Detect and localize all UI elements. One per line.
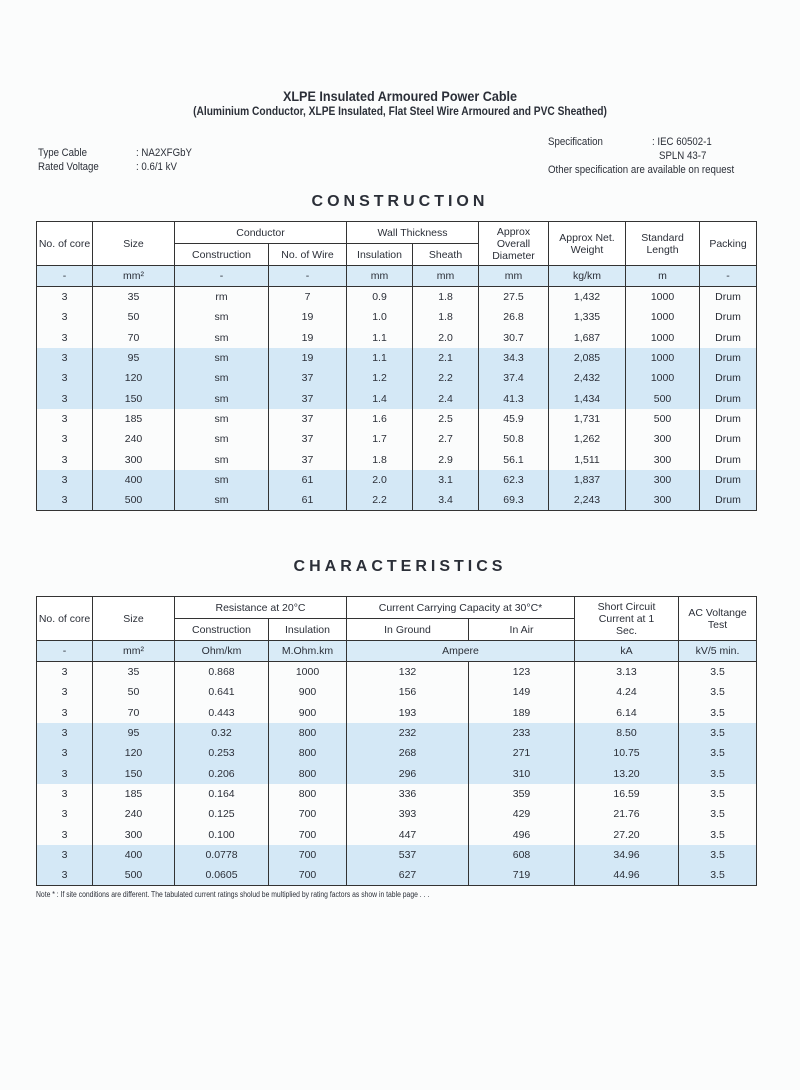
unit-cell: mm	[413, 266, 479, 287]
construction-cell: sm	[175, 388, 269, 408]
core-cell: 3	[37, 449, 93, 469]
unit-cell: -	[37, 266, 93, 287]
table-row	[37, 307, 757, 327]
core-cell: 3	[37, 409, 93, 429]
insulation-resistance-cell: 800	[269, 743, 347, 763]
unit-cell: mm	[347, 266, 413, 287]
wire-count-cell: 61	[269, 470, 347, 490]
in-ground-cell: 296	[347, 763, 469, 783]
size-cell: 150	[93, 388, 175, 408]
ac-test-cell: 3.5	[679, 723, 757, 743]
core-cell: 3	[37, 348, 93, 368]
header-in-air: In Air	[469, 619, 575, 641]
table-row	[37, 388, 757, 408]
header-wall-thickness: Wall Thickness	[347, 222, 479, 244]
insulation-resistance-cell: 700	[269, 865, 347, 886]
header-conductor: Conductor	[175, 222, 347, 244]
header-no-of-core: No. of core	[37, 597, 93, 641]
table-row	[37, 723, 757, 743]
construction-cell: sm	[175, 368, 269, 388]
core-cell: 3	[37, 429, 93, 449]
insulation-resistance-cell: 800	[269, 723, 347, 743]
characteristics-section-title: CHARACTERISTICS	[293, 558, 507, 575]
conductor-resistance-cell: 0.32	[175, 723, 269, 743]
short-circuit-cell: 10.75	[575, 743, 679, 763]
weight-cell: 1,687	[549, 328, 626, 348]
insulation-resistance-cell: 900	[269, 703, 347, 723]
in-ground-cell: 232	[347, 723, 469, 743]
in-air-cell: 123	[469, 662, 575, 683]
in-ground-cell: 336	[347, 784, 469, 804]
diameter-cell: 26.8	[479, 307, 549, 327]
sheath-cell: 1.8	[413, 307, 479, 327]
in-ground-cell: 132	[347, 662, 469, 683]
header-insulation: Insulation	[347, 244, 413, 266]
length-cell: 1000	[626, 348, 700, 368]
ac-test-cell: 3.5	[679, 763, 757, 783]
size-cell: 70	[93, 703, 175, 723]
table-row	[37, 662, 757, 683]
wire-count-cell: 61	[269, 490, 347, 511]
specification-other: Other specification are available on request	[548, 164, 735, 176]
construction-table-body	[37, 266, 757, 511]
wire-count-cell: 19	[269, 307, 347, 327]
header-standard-length: Standard Length	[626, 222, 700, 266]
insulation-resistance-cell: 800	[269, 763, 347, 783]
packing-cell: Drum	[700, 429, 757, 449]
table-row	[37, 348, 757, 368]
weight-cell: 1,432	[549, 287, 626, 308]
insulation-cell: 1.1	[347, 328, 413, 348]
size-cell: 300	[93, 449, 175, 469]
sheath-cell: 1.8	[413, 287, 479, 308]
diameter-cell: 45.9	[479, 409, 549, 429]
wire-count-cell: 37	[269, 368, 347, 388]
size-cell: 150	[93, 763, 175, 783]
unit-cell: m	[626, 266, 700, 287]
weight-cell: 1,434	[549, 388, 626, 408]
length-cell: 300	[626, 429, 700, 449]
in-air-cell: 189	[469, 703, 575, 723]
short-circuit-cell: 27.20	[575, 824, 679, 844]
wire-count-cell: 37	[269, 409, 347, 429]
unit-cell: kA	[575, 641, 679, 662]
core-cell: 3	[37, 490, 93, 511]
table-row	[37, 409, 757, 429]
sheath-cell: 2.9	[413, 449, 479, 469]
size-cell: 500	[93, 865, 175, 886]
in-air-cell: 429	[469, 804, 575, 824]
table-row	[37, 287, 757, 308]
size-cell: 50	[93, 307, 175, 327]
short-circuit-cell: 44.96	[575, 865, 679, 886]
insulation-cell: 1.1	[347, 348, 413, 368]
diameter-cell: 27.5	[479, 287, 549, 308]
packing-cell: Drum	[700, 368, 757, 388]
unit-cell: mm	[479, 266, 549, 287]
length-cell: 300	[626, 449, 700, 469]
in-air-cell: 496	[469, 824, 575, 844]
construction-cell: sm	[175, 429, 269, 449]
insulation-resistance-cell: 700	[269, 845, 347, 865]
header-size: Size	[93, 597, 175, 641]
sheath-cell: 2.1	[413, 348, 479, 368]
ac-test-cell: 3.5	[679, 703, 757, 723]
core-cell: 3	[37, 763, 93, 783]
core-cell: 3	[37, 865, 93, 886]
length-cell: 1000	[626, 287, 700, 308]
sheath-cell: 2.5	[413, 409, 479, 429]
length-cell: 500	[626, 409, 700, 429]
core-cell: 3	[37, 743, 93, 763]
header-packing: Packing	[700, 222, 757, 266]
table-row	[37, 470, 757, 490]
conductor-resistance-cell: 0.253	[175, 743, 269, 763]
specification-label: Specification	[548, 136, 603, 148]
conductor-resistance-cell: 0.641	[175, 682, 269, 702]
ac-test-cell: 3.5	[679, 682, 757, 702]
unit-cell: M.Ohm.km	[269, 641, 347, 662]
insulation-cell: 1.2	[347, 368, 413, 388]
wire-count-cell: 19	[269, 328, 347, 348]
conductor-resistance-cell: 0.443	[175, 703, 269, 723]
in-ground-cell: 193	[347, 703, 469, 723]
core-cell: 3	[37, 662, 93, 683]
header-no-of-wire: No. of Wire	[269, 244, 347, 266]
size-cell: 400	[93, 470, 175, 490]
sheath-cell: 3.1	[413, 470, 479, 490]
ac-test-cell: 3.5	[679, 784, 757, 804]
construction-cell: sm	[175, 328, 269, 348]
header-ac-test: AC Voltange Test	[679, 597, 757, 641]
packing-cell: Drum	[700, 328, 757, 348]
ac-test-cell: 3.5	[679, 845, 757, 865]
specification-value-2: SPLN 43-7	[659, 150, 707, 162]
header-current-capacity: Current Carrying Capacity at 30°C*	[347, 597, 575, 619]
core-cell: 3	[37, 703, 93, 723]
size-cell: 300	[93, 824, 175, 844]
construction-table	[36, 221, 757, 511]
conductor-resistance-cell: 0.206	[175, 763, 269, 783]
short-circuit-cell: 8.50	[575, 723, 679, 743]
insulation-cell: 1.8	[347, 449, 413, 469]
insulation-resistance-cell: 700	[269, 804, 347, 824]
size-cell: 120	[93, 743, 175, 763]
in-ground-cell: 537	[347, 845, 469, 865]
characteristics-table-body	[37, 641, 757, 886]
length-cell: 500	[626, 388, 700, 408]
header-no-of-core: No. of core	[37, 222, 93, 266]
table-row	[37, 845, 757, 865]
diameter-cell: 69.3	[479, 490, 549, 511]
footnote: Note * : If site conditions are different. The tabulated current ratings sholud be multiplied by rating factors as show in table page . . .	[36, 890, 430, 899]
weight-cell: 1,511	[549, 449, 626, 469]
insulation-cell: 1.7	[347, 429, 413, 449]
header-resistance-insulation: Insulation	[269, 619, 347, 641]
in-air-cell: 359	[469, 784, 575, 804]
specification-value: : IEC 60502-1	[652, 136, 712, 148]
packing-cell: Drum	[700, 348, 757, 368]
weight-cell: 1,262	[549, 429, 626, 449]
core-cell: 3	[37, 804, 93, 824]
in-air-cell: 719	[469, 865, 575, 886]
core-cell: 3	[37, 328, 93, 348]
diameter-cell: 34.3	[479, 348, 549, 368]
unit-cell: -	[269, 266, 347, 287]
units-row	[37, 266, 757, 287]
construction-cell: sm	[175, 449, 269, 469]
unit-cell: kV/5 min.	[679, 641, 757, 662]
table-row	[37, 328, 757, 348]
diameter-cell: 50.8	[479, 429, 549, 449]
ac-test-cell: 3.5	[679, 662, 757, 683]
unit-cell: -	[700, 266, 757, 287]
length-cell: 1000	[626, 328, 700, 348]
insulation-cell: 1.6	[347, 409, 413, 429]
insulation-resistance-cell: 900	[269, 682, 347, 702]
size-cell: 50	[93, 682, 175, 702]
short-circuit-cell: 3.13	[575, 662, 679, 683]
table-row	[37, 784, 757, 804]
unit-cell: -	[37, 641, 93, 662]
construction-cell: sm	[175, 409, 269, 429]
page-title: XLPE Insulated Armoured Power Cable	[282, 88, 518, 104]
characteristics-table	[36, 596, 757, 886]
size-cell: 240	[93, 804, 175, 824]
conductor-resistance-cell: 0.0605	[175, 865, 269, 886]
short-circuit-cell: 6.14	[575, 703, 679, 723]
conductor-resistance-cell: 0.125	[175, 804, 269, 824]
packing-cell: Drum	[700, 449, 757, 469]
ac-test-cell: 3.5	[679, 804, 757, 824]
insulation-cell: 1.0	[347, 307, 413, 327]
core-cell: 3	[37, 388, 93, 408]
page-subtitle: (Aluminium Conductor, XLPE Insulated, Flat Steel Wire Armoured and PVC Sheathed)	[193, 104, 607, 118]
short-circuit-cell: 13.20	[575, 763, 679, 783]
core-cell: 3	[37, 682, 93, 702]
in-air-cell: 271	[469, 743, 575, 763]
packing-cell: Drum	[700, 388, 757, 408]
header-resistance: Resistance at 20°C	[175, 597, 347, 619]
wire-count-cell: 37	[269, 449, 347, 469]
packing-cell: Drum	[700, 490, 757, 511]
unit-cell: kg/km	[549, 266, 626, 287]
insulation-cell: 2.0	[347, 470, 413, 490]
length-cell: 1000	[626, 307, 700, 327]
table-row	[37, 743, 757, 763]
unit-cell: mm²	[93, 641, 175, 662]
weight-cell: 2,432	[549, 368, 626, 388]
rated-voltage-value: : 0.6/1 kV	[136, 161, 177, 173]
core-cell: 3	[37, 723, 93, 743]
size-cell: 120	[93, 368, 175, 388]
size-cell: 70	[93, 328, 175, 348]
in-air-cell: 233	[469, 723, 575, 743]
construction-cell: sm	[175, 490, 269, 511]
sheath-cell: 2.0	[413, 328, 479, 348]
diameter-cell: 37.4	[479, 368, 549, 388]
table-row	[37, 865, 757, 886]
insulation-cell: 2.2	[347, 490, 413, 511]
wire-count-cell: 19	[269, 348, 347, 368]
insulation-resistance-cell: 700	[269, 824, 347, 844]
in-air-cell: 310	[469, 763, 575, 783]
length-cell: 300	[626, 490, 700, 511]
sheath-cell: 2.2	[413, 368, 479, 388]
weight-cell: 1,837	[549, 470, 626, 490]
in-air-cell: 149	[469, 682, 575, 702]
weight-cell: 2,243	[549, 490, 626, 511]
core-cell: 3	[37, 287, 93, 308]
conductor-resistance-cell: 0.0778	[175, 845, 269, 865]
construction-section-title: CONSTRUCTION	[311, 193, 489, 210]
diameter-cell: 41.3	[479, 388, 549, 408]
packing-cell: Drum	[700, 287, 757, 308]
weight-cell: 1,335	[549, 307, 626, 327]
short-circuit-cell: 4.24	[575, 682, 679, 702]
size-cell: 35	[93, 287, 175, 308]
table-row	[37, 429, 757, 449]
unit-cell: -	[175, 266, 269, 287]
table-row	[37, 682, 757, 702]
diameter-cell: 30.7	[479, 328, 549, 348]
in-ground-cell: 156	[347, 682, 469, 702]
insulation-cell: 0.9	[347, 287, 413, 308]
length-cell: 300	[626, 470, 700, 490]
in-ground-cell: 447	[347, 824, 469, 844]
weight-cell: 1,731	[549, 409, 626, 429]
table-row	[37, 804, 757, 824]
conductor-resistance-cell: 0.164	[175, 784, 269, 804]
size-cell: 240	[93, 429, 175, 449]
ac-test-cell: 3.5	[679, 743, 757, 763]
table-row	[37, 490, 757, 511]
construction-cell: sm	[175, 470, 269, 490]
short-circuit-cell: 34.96	[575, 845, 679, 865]
header-sheath: Sheath	[413, 244, 479, 266]
size-cell: 500	[93, 490, 175, 511]
in-ground-cell: 268	[347, 743, 469, 763]
short-circuit-cell: 16.59	[575, 784, 679, 804]
table-row	[37, 449, 757, 469]
size-cell: 35	[93, 662, 175, 683]
weight-cell: 2,085	[549, 348, 626, 368]
header-net-weight: Approx Net. Weight	[549, 222, 626, 266]
core-cell: 3	[37, 368, 93, 388]
unit-cell: mm²	[93, 266, 175, 287]
core-cell: 3	[37, 307, 93, 327]
header-overall-diameter: Approx Overall Diameter	[479, 222, 549, 266]
conductor-resistance-cell: 0.868	[175, 662, 269, 683]
header-short-circuit: Short Circuit Current at 1 Sec.	[575, 597, 679, 641]
conductor-resistance-cell: 0.100	[175, 824, 269, 844]
type-cable-value: : NA2XFGbY	[136, 147, 192, 159]
header-in-ground: In Ground	[347, 619, 469, 641]
table-row	[37, 703, 757, 723]
insulation-cell: 1.4	[347, 388, 413, 408]
core-cell: 3	[37, 845, 93, 865]
sheath-cell: 2.4	[413, 388, 479, 408]
units-row	[37, 641, 757, 662]
wire-count-cell: 37	[269, 429, 347, 449]
size-cell: 400	[93, 845, 175, 865]
size-cell: 185	[93, 409, 175, 429]
packing-cell: Drum	[700, 307, 757, 327]
construction-cell: sm	[175, 307, 269, 327]
ac-test-cell: 3.5	[679, 824, 757, 844]
table-row	[37, 763, 757, 783]
size-cell: 185	[93, 784, 175, 804]
core-cell: 3	[37, 824, 93, 844]
core-cell: 3	[37, 470, 93, 490]
in-ground-cell: 627	[347, 865, 469, 886]
header-size: Size	[93, 222, 175, 266]
insulation-resistance-cell: 1000	[269, 662, 347, 683]
diameter-cell: 56.1	[479, 449, 549, 469]
wire-count-cell: 37	[269, 388, 347, 408]
size-cell: 95	[93, 348, 175, 368]
diameter-cell: 62.3	[479, 470, 549, 490]
rated-voltage-label: Rated Voltage	[38, 161, 99, 173]
sheath-cell: 3.4	[413, 490, 479, 511]
type-cable-label: Type Cable	[38, 147, 87, 159]
insulation-resistance-cell: 800	[269, 784, 347, 804]
unit-cell: Ohm/km	[175, 641, 269, 662]
packing-cell: Drum	[700, 470, 757, 490]
sheath-cell: 2.7	[413, 429, 479, 449]
core-cell: 3	[37, 784, 93, 804]
construction-cell: rm	[175, 287, 269, 308]
construction-cell: sm	[175, 348, 269, 368]
ac-test-cell: 3.5	[679, 865, 757, 886]
header-conductor-construction: Construction	[175, 244, 269, 266]
in-air-cell: 608	[469, 845, 575, 865]
wire-count-cell: 7	[269, 287, 347, 308]
packing-cell: Drum	[700, 409, 757, 429]
size-cell: 95	[93, 723, 175, 743]
in-ground-cell: 393	[347, 804, 469, 824]
unit-cell: Ampere	[347, 641, 575, 662]
length-cell: 1000	[626, 368, 700, 388]
short-circuit-cell: 21.76	[575, 804, 679, 824]
table-row	[37, 824, 757, 844]
table-row	[37, 368, 757, 388]
header-resistance-construction: Construction	[175, 619, 269, 641]
